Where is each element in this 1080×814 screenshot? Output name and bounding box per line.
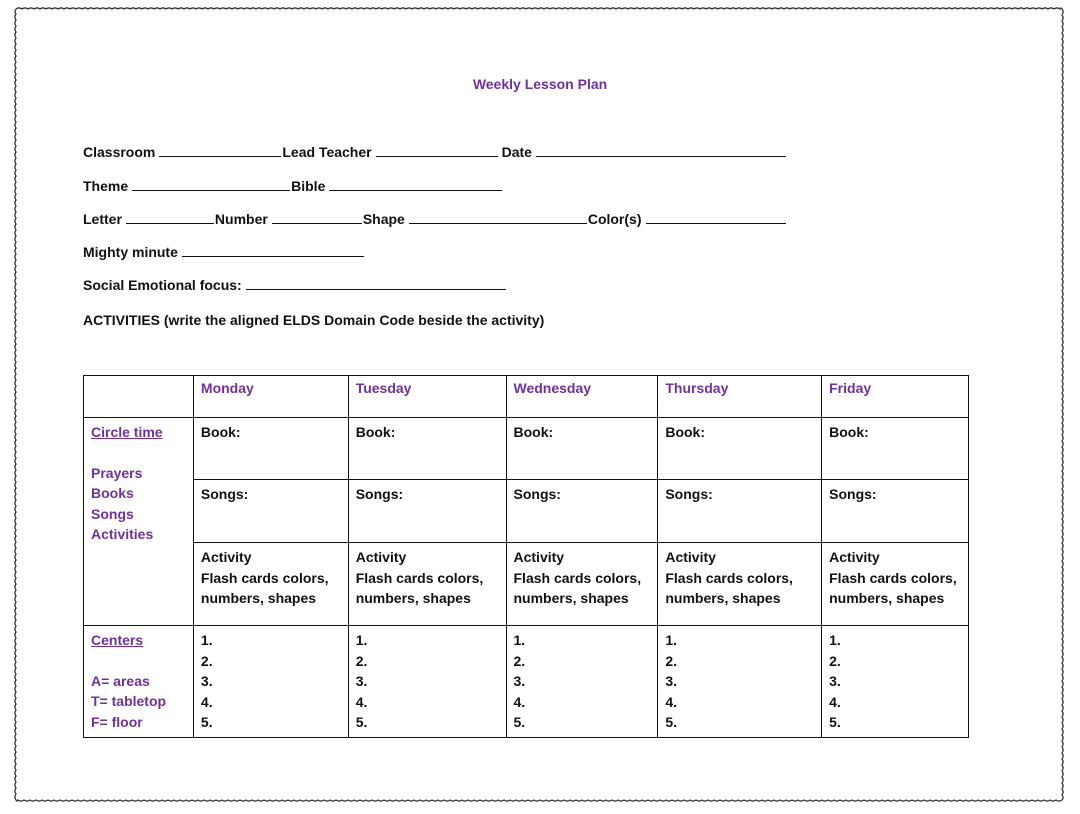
field-row-3: [83, 211, 787, 228]
mighty-minute-label: Mighty minute: [83, 244, 178, 260]
circle-time-heading: Circle time: [91, 424, 163, 440]
center-number: 2.: [200, 652, 213, 669]
lesson-plan-table: [83, 375, 969, 738]
letter-label: Letter: [83, 211, 122, 227]
center-number: 4.: [200, 693, 213, 710]
activities-heading: ACTIVITIES (write the aligned ELDS Domain Code beside the activity): [83, 312, 545, 328]
centers-cell: [84, 626, 194, 738]
activity-line: Flash cards colors,: [355, 569, 484, 586]
center-number: 1.: [665, 632, 678, 648]
book-cell-monday[interactable]: Book:: [193, 418, 348, 480]
centers-list-monday[interactable]: [193, 626, 348, 738]
circle-time-item: Prayers: [91, 464, 143, 481]
songs-cell-friday[interactable]: Songs:: [822, 480, 969, 543]
activity-cell-thursday[interactable]: [658, 543, 822, 626]
center-number: 4.: [829, 693, 841, 710]
activity-line: Flash cards colors,: [665, 569, 793, 586]
center-number: 1.: [200, 632, 213, 648]
book-cell-wednesday[interactable]: Book:: [506, 418, 658, 480]
center-number: 5.: [355, 714, 368, 730]
center-number: 4.: [665, 693, 678, 710]
center-number: 1.: [513, 632, 526, 648]
songs-cell-monday[interactable]: Songs:: [193, 480, 348, 543]
bible-field[interactable]: [329, 178, 502, 191]
lead-teacher-label: Lead Teacher: [282, 144, 372, 160]
songs-cell-tuesday[interactable]: Songs:: [348, 480, 506, 543]
circle-time-item: Books: [91, 485, 134, 501]
field-row-2: [83, 178, 503, 195]
centers-list-thursday[interactable]: [658, 626, 822, 738]
day-header-friday: Friday: [822, 376, 969, 418]
center-number: 2.: [665, 652, 678, 669]
centers-row: [84, 626, 969, 738]
activity-cell-tuesday[interactable]: [348, 543, 506, 626]
songs-cell-thursday[interactable]: Songs:: [658, 480, 822, 543]
centers-list-tuesday[interactable]: [348, 626, 506, 738]
center-number: 3.: [513, 673, 526, 689]
number-label: Number: [214, 211, 268, 227]
field-row-4: [83, 244, 365, 261]
classroom-label: Classroom: [83, 144, 156, 160]
activity-label: Activity: [829, 549, 880, 565]
activity-label: Activity: [200, 549, 252, 565]
centers-item: A= areas: [91, 672, 150, 689]
center-number: 5.: [665, 714, 678, 730]
date-field[interactable]: [536, 144, 786, 157]
activity-line: numbers, shapes: [665, 590, 781, 606]
centers-item: T= tabletop: [91, 693, 167, 709]
activity-line: numbers, shapes: [829, 590, 945, 606]
book-cell-tuesday[interactable]: Book:: [348, 418, 506, 480]
center-number: 4.: [355, 693, 368, 710]
center-number: 5.: [513, 714, 526, 730]
centers-list-wednesday[interactable]: [506, 626, 658, 738]
bible-label: Bible: [291, 178, 326, 194]
centers-item: F= floor: [91, 713, 143, 730]
center-number: 3.: [200, 673, 213, 689]
center-number: 5.: [829, 714, 841, 730]
activity-label: Activity: [355, 549, 407, 565]
activity-label: Activity: [513, 549, 565, 565]
book-cell-thursday[interactable]: Book:: [658, 418, 822, 480]
theme-label: Theme: [83, 178, 129, 194]
book-row: [84, 418, 969, 480]
day-header-thursday: Thursday: [658, 376, 822, 418]
activity-label: Activity: [665, 549, 716, 565]
book-cell-friday[interactable]: Book:: [822, 418, 969, 480]
circle-time-cell: [84, 418, 194, 626]
date-label: Date: [501, 144, 532, 160]
centers-list-friday[interactable]: [822, 626, 969, 738]
activity-cell-monday[interactable]: [193, 543, 348, 626]
day-header-tuesday: Tuesday: [348, 376, 506, 418]
center-number: 1.: [829, 632, 841, 648]
day-header-monday: Monday: [193, 376, 348, 418]
activity-line: Flash cards colors,: [829, 569, 957, 586]
shape-label: Shape: [362, 211, 405, 227]
mighty-minute-field[interactable]: [182, 244, 364, 257]
center-number: 4.: [513, 693, 526, 710]
activity-cell-friday[interactable]: [822, 543, 969, 626]
center-number: 5.: [200, 714, 213, 730]
activity-line: numbers, shapes: [355, 590, 471, 606]
social-emotional-label: Social Emotional focus:: [83, 277, 242, 293]
letter-field[interactable]: [126, 211, 214, 224]
theme-field[interactable]: [132, 178, 290, 191]
colors-field[interactable]: [646, 211, 786, 224]
colors-label: Color(s): [587, 211, 642, 227]
activity-line: numbers, shapes: [513, 590, 629, 606]
center-number: 3.: [665, 673, 678, 689]
field-row-1: [83, 144, 787, 161]
center-number: 1.: [355, 632, 368, 648]
lead-teacher-field[interactable]: [376, 144, 498, 157]
activity-row: [84, 543, 969, 626]
day-header-wednesday: Wednesday: [506, 376, 658, 418]
shape-field[interactable]: [409, 211, 587, 224]
center-number: 3.: [829, 673, 841, 689]
activity-line: numbers, shapes: [200, 590, 317, 606]
circle-time-item: Songs: [91, 505, 134, 522]
day-header-row: [84, 376, 969, 418]
center-number: 3.: [355, 673, 368, 689]
songs-cell-wednesday[interactable]: Songs:: [506, 480, 658, 543]
activity-line: Flash cards colors,: [200, 569, 329, 586]
social-emotional-field[interactable]: [246, 277, 506, 290]
header-fields: [83, 144, 787, 293]
center-number: 2.: [355, 652, 368, 669]
circle-time-item: Activities: [91, 526, 154, 542]
center-number: 2.: [513, 652, 526, 669]
classroom-field[interactable]: [159, 144, 281, 157]
corner-cell: [84, 376, 194, 418]
activity-cell-wednesday[interactable]: [506, 543, 658, 626]
page-title: Weekly Lesson Plan: [472, 76, 608, 92]
songs-row: [84, 480, 969, 543]
centers-heading: Centers: [91, 632, 144, 648]
field-row-5: [83, 277, 507, 294]
center-number: 2.: [829, 652, 841, 669]
number-field[interactable]: [272, 211, 362, 224]
activity-line: Flash cards colors,: [513, 569, 642, 586]
